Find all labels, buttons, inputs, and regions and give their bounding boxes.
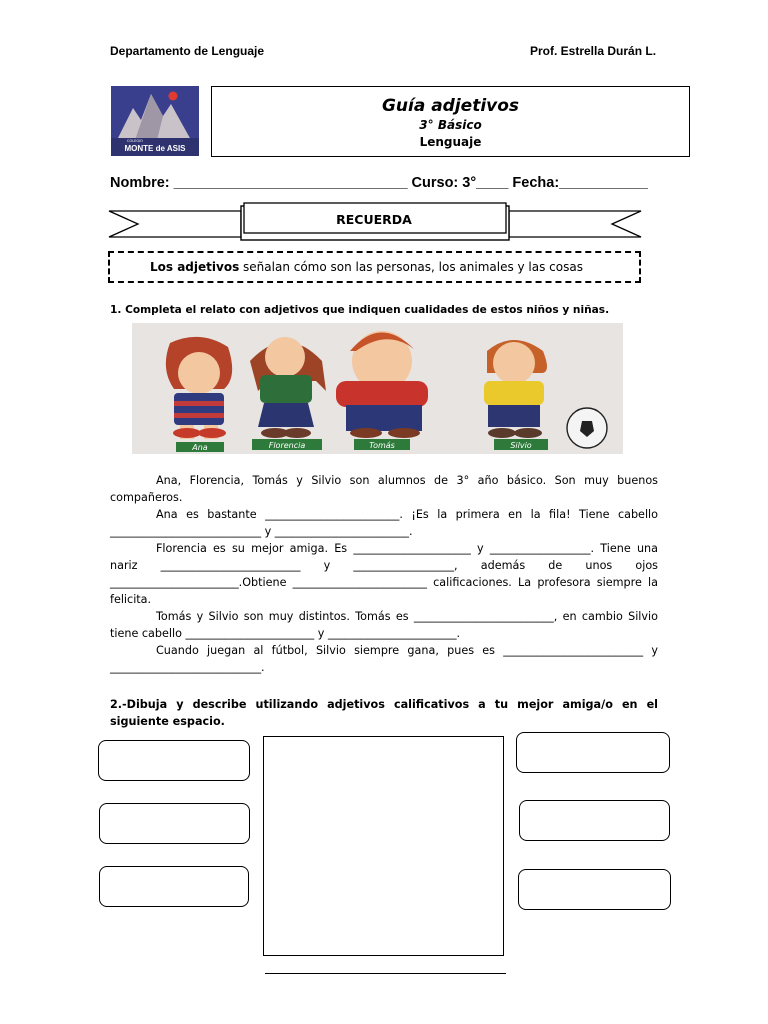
adjective-box-left-1[interactable] — [98, 740, 250, 781]
adjective-box-right-1[interactable] — [516, 732, 670, 773]
note-rest: señalan cómo son las personas, los animales y las cosas — [239, 260, 583, 274]
worksheet-title: Guía adjetivos — [381, 96, 520, 116]
story-text[interactable] — [110, 472, 658, 676]
name-tag-silvio: Silvio — [510, 441, 532, 450]
school-logo — [111, 86, 199, 156]
story-paragraph[interactable]: Ana es bastante ________________________. ¡Es la primera en la fila! Tiene cabello ___________________________ y ________________________. — [110, 508, 658, 538]
student-info-line[interactable]: Nombre: _____________________________ Curso: 3°____ Fecha:___________ — [110, 175, 648, 191]
story-paragraph[interactable]: Florencia es su mejor amiga. Es _____________________ y __________________. Tiene una nariz _________________________ y __________________, además de unos ojos _______________________.Obtiene ________________________ calificaciones. La profesora siempre la felicita. — [110, 542, 658, 606]
story-paragraph[interactable]: Cuando juegan al fútbol, Silvio siempre gana, pues es _________________________ y ___________________________. — [110, 644, 658, 674]
department-label: Departamento de Lenguaje — [110, 44, 265, 58]
note-bold: Los adjetivos — [150, 260, 240, 274]
question-2: 2.-Dibuja y describe utilizando adjetivos calificativos a tu mejor amiga/o en el siguiente espacio. — [110, 698, 658, 728]
story-paragraph: Ana, Florencia, Tomás y Silvio son alumnos de 3° año básico. Son muy buenos compañeros. — [110, 474, 658, 504]
logo-small-text: COLEGIO — [127, 139, 143, 143]
adjective-box-left-2[interactable] — [99, 803, 250, 844]
adjective-box-right-2[interactable] — [519, 800, 670, 841]
story-paragraph[interactable]: Tomás y Silvio son muy distintos. Tomás es _________________________, en cambio Silvio tiene cabello _______________________ y _______________________. — [110, 610, 658, 640]
teacher-label: Prof. Estrella Durán L. — [530, 44, 657, 58]
name-tag-ana: Ana — [192, 443, 208, 452]
adjective-box-right-3[interactable] — [518, 869, 671, 910]
adjective-box-left-3[interactable] — [99, 866, 249, 907]
ribbon-label: RECUERDA — [336, 212, 412, 227]
question-1: 1. Completa el relato con adjetivos que indiquen cualidades de estos niños y niñas. — [110, 304, 610, 316]
subject-label: Lenguaje — [419, 135, 482, 149]
drawing-area[interactable] — [263, 736, 504, 956]
children-illustration — [132, 323, 623, 454]
logo-name: MONTE de ASIS — [124, 144, 186, 153]
name-tag-tomas: Tomás — [369, 441, 395, 450]
title-box — [211, 86, 690, 157]
grade-label: 3° Básico — [419, 118, 482, 132]
drawing-caption-line[interactable] — [265, 973, 506, 974]
definition-note — [108, 251, 641, 283]
name-tag-florencia: Florencia — [268, 441, 306, 450]
child-ana — [166, 337, 232, 439]
